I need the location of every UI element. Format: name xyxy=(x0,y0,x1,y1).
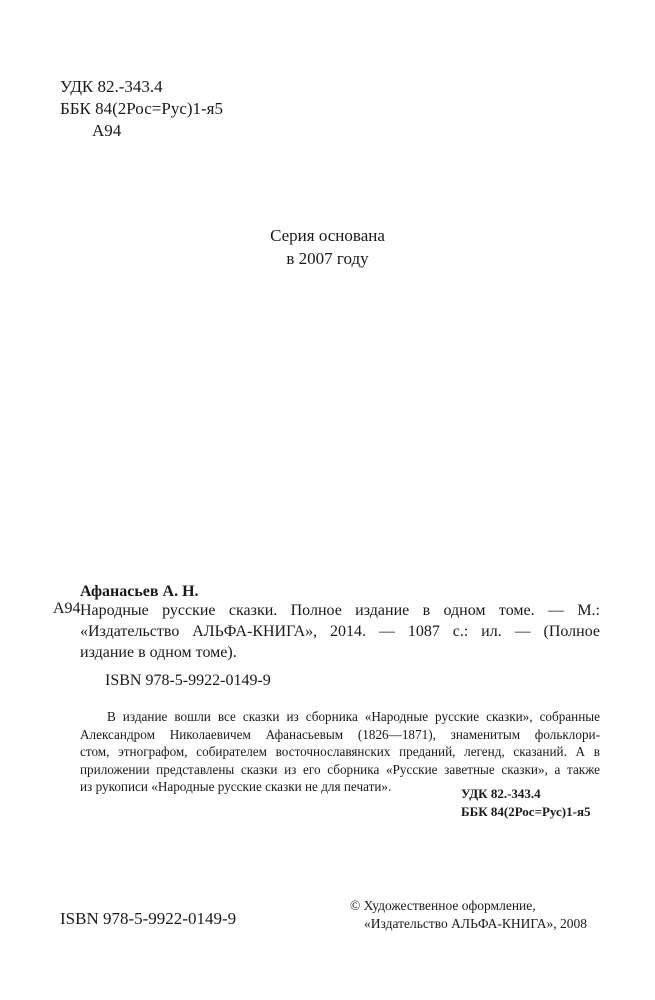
bbk-code: ББК 84(2Рос=Рус)1-я5 xyxy=(60,99,224,118)
annotation-line: В издание вошли все сказки из сборника «Народные русские сказки», собранные xyxy=(107,709,600,724)
udk-code: УДК 82.-343.4 xyxy=(461,786,541,801)
copyright-notice xyxy=(350,897,587,933)
record-isbn: ISBN 978-5-9922-0149-9 xyxy=(105,672,271,689)
series-note-line-2: в 2007 году xyxy=(286,249,369,268)
footer-isbn: ISBN 978-5-9922-0149-9 xyxy=(60,909,237,928)
classification-block-top xyxy=(60,76,223,142)
author-mark: А94 xyxy=(92,121,122,140)
record-author: Афанасьев А. Н. xyxy=(80,583,199,600)
record-line: издание в одном томе). xyxy=(80,644,237,661)
annotation-line: из рукописи «Народные русские сказки не для печати». xyxy=(80,779,392,794)
annotation-line: приложении представлены сказки из его сборника «Русские заветные сказки», а также xyxy=(80,761,600,777)
annotation-line: Александром Николаевичем Афанасьевым (1826—1871), знаменитым фольклори- xyxy=(80,726,600,742)
classification-block-bottom xyxy=(461,785,591,821)
record-cipher: А94 xyxy=(53,600,81,617)
series-note xyxy=(0,224,655,270)
bibliographic-record xyxy=(80,600,600,663)
record-line: «Издательство АЛЬФА-КНИГА», 2014. — 1087 с.: ил. — (Полное xyxy=(80,623,600,640)
annotation-line: стом, этнографом, собирателем восточнославянских преданий, легенд, сказаний. А в xyxy=(80,744,600,759)
copyright-line-1: © Художественное оформление, xyxy=(350,898,536,913)
udk-code: УДК 82.-343.4 xyxy=(60,77,163,96)
bbk-code: ББК 84(2Рос=Рус)1-я5 xyxy=(461,804,591,819)
series-note-line-1: Серия основана xyxy=(270,226,385,245)
annotation xyxy=(80,708,600,796)
record-line: Народные русские сказки. Полное издание в одном томе. — М.: xyxy=(80,602,600,619)
copyright-line-2: «Издательство АЛЬФА-КНИГА», 2008 xyxy=(364,916,587,931)
